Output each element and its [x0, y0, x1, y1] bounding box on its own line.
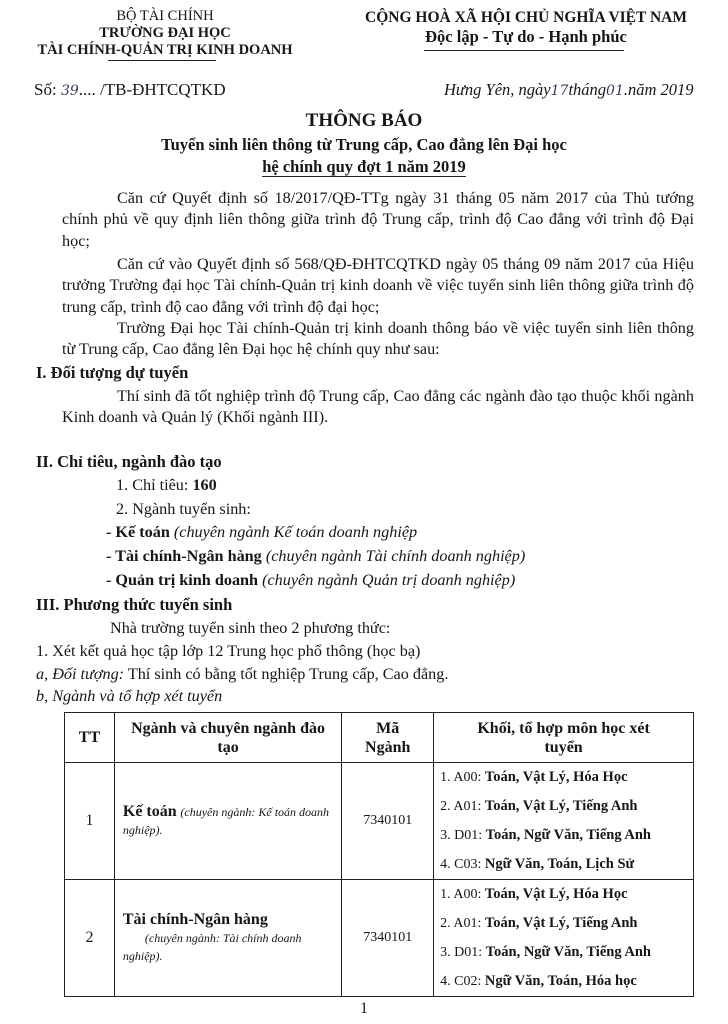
- combo-item: [434, 880, 694, 910]
- row-2-major: [114, 880, 341, 997]
- ministry-name: BỘ TÀI CHÍNH: [116, 8, 214, 24]
- major-item-1: [106, 522, 417, 543]
- issuer-underline: [108, 60, 216, 61]
- admission-table: [64, 712, 694, 997]
- row-1-major-spec: (chuyên ngành: Kế toán doanh nghiệp).: [122, 805, 330, 837]
- doc-number-value: 39: [60, 83, 79, 99]
- document-subtitle-line2: [0, 156, 728, 177]
- national-header: [330, 8, 722, 46]
- intro-text-3: Trường Đại học Tài chính-Quản trị kinh doanh thông báo về việc tuyển sinh liên thông từ Trung cấp, Cao đẳng lên Đại học hệ chính quy như sau:: [62, 319, 694, 359]
- header-major: Ngành và chuyên ngành đào tạo: [114, 713, 341, 763]
- major-1-spec: (chuyên ngành Kế toán doanh nghiệp: [173, 523, 418, 541]
- major-3-name: - Quản trị kinh doanh: [106, 571, 259, 589]
- combo-subjects: Toán, Vật Lý, Tiếng Anh: [484, 798, 638, 814]
- method-1: 1. Xét kết quả học tập lớp 12 Trung học phổ thông (học bạ): [36, 642, 421, 660]
- document-number: [34, 80, 226, 100]
- major-2-name: - Tài chính-Ngân hàng: [106, 547, 262, 565]
- document-subtitle-line1: Tuyển sinh liên thông từ Trung cấp, Cao đẳng lên Đại học: [161, 135, 567, 154]
- intro-paragraph-2: [62, 254, 694, 318]
- intro-text-2: Căn cứ vào Quyết định số 568/QĐ-ĐHTCQTKD ngày 05 tháng 09 năm 2017 của Hiệu trưởng Trường đại học Tài chính-Quản trị kinh doanh về việc tuyển sinh liên thông giữa trình độ trung cấp, trình độ cao đẳng với trình độ đại học;: [62, 255, 694, 316]
- page-number: 1: [360, 1000, 368, 1017]
- major-3-spec: (chuyên ngành Quản trị doanh nghiệp): [262, 571, 516, 589]
- combo-item: [434, 763, 694, 793]
- intro-paragraph-1: [62, 188, 694, 252]
- intro-text-1: Căn cứ Quyết định số 18/2017/QĐ-TTg ngày 31 tháng 05 năm 2017 của Thủ tướng chính phủ về quy định liên thông giữa trình độ Trung cấp, trình độ Cao đẳng với trình độ Đại học;: [62, 189, 694, 250]
- school-name-line2: TÀI CHÍNH-QUẢN TRỊ KINH DOANH: [37, 42, 293, 58]
- combo-code: 2. A01:: [440, 916, 482, 931]
- date-month-label: tháng: [568, 80, 607, 99]
- intro-paragraph-3: [62, 318, 694, 361]
- row-1-major: [114, 763, 341, 880]
- date-day: 17: [550, 83, 569, 99]
- row-1-major-name: Kế toán: [122, 803, 177, 820]
- subtitle-line2-text: hệ chính quy đợt 1 năm 2019: [262, 157, 466, 176]
- combo-code: 3. D01:: [440, 945, 483, 960]
- quota-value: 160: [192, 476, 217, 494]
- combo-code: 3. D01:: [440, 828, 483, 843]
- combo-subjects: Toán, Vật Lý, Hóa Học: [484, 886, 628, 902]
- major-item-2: [106, 546, 525, 567]
- row-2-major-name: Tài chính-Ngân hàng: [122, 911, 268, 928]
- row-2-major-spec: (chuyên ngành: Tài chính doanh nghiệp).: [122, 931, 302, 963]
- section-2-heading: II. Chỉ tiêu, ngành đào tạo: [36, 452, 222, 471]
- issue-date: [444, 80, 694, 100]
- combo-item: [434, 938, 694, 967]
- major-1-name: - Kế toán: [106, 523, 170, 541]
- doc-number-dots: ....: [78, 80, 96, 99]
- motto: Độc lập - Tự do - Hạnh phúc: [425, 27, 627, 46]
- section-1-heading: I. Đối tượng dự tuyển: [36, 363, 189, 382]
- header-combo: Khối, tổ hợp môn học xét tuyển: [434, 713, 694, 763]
- target-label: a, Đối tượng:: [36, 665, 125, 683]
- document-title: THÔNG BÁO: [305, 110, 423, 131]
- method-1-combos-label: b, Ngành và tổ hợp xét tuyển: [36, 687, 223, 705]
- combo-item: [434, 850, 694, 880]
- combo-item: [434, 967, 694, 997]
- table-header-row: [65, 713, 694, 763]
- target-text: Thí sinh có bằng tốt nghiệp Trung cấp, Cao đẳng.: [124, 665, 449, 683]
- date-year: .năm 2019: [623, 80, 694, 99]
- combo-subjects: Ngữ Văn, Toán, Lịch Sử: [484, 856, 635, 872]
- date-month: 01: [606, 83, 624, 99]
- combo-subjects: Toán, Vật Lý, Tiếng Anh: [484, 915, 638, 931]
- school-name-line1: TRƯỜNG ĐẠI HỌC: [99, 25, 231, 41]
- combo-item: [434, 909, 694, 938]
- section-1-body: Thí sinh đã tốt nghiệp trình độ Trung cấp, Cao đẳng các ngành đào tạo thuộc khối ngành Kinh doanh và Quản lý (Khối ngành III).: [62, 387, 694, 427]
- quota-line: [116, 475, 217, 496]
- country-name: CỘNG HOÀ XÃ HỘI CHỦ NGHĨA VIỆT NAM: [365, 9, 687, 26]
- header-code: Mã Ngành: [342, 713, 434, 763]
- major-2-spec: (chuyên ngành Tài chính doanh nghiệp): [265, 547, 526, 565]
- combo-subjects: Ngữ Văn, Toán, Hóa học: [484, 973, 637, 989]
- section-3-intro: Nhà trường tuyển sinh theo 2 phương thức:: [110, 619, 391, 637]
- combo-code: 1. A00:: [440, 770, 482, 785]
- row-2-tt: 2: [65, 880, 115, 997]
- issuer-block: [10, 8, 320, 59]
- date-place: Hưng Yên, ngày: [444, 80, 551, 99]
- quota-label: 1. Chỉ tiêu:: [116, 476, 193, 494]
- row-1-tt: 1: [65, 763, 115, 880]
- combo-subjects: Toán, Vật Lý, Hóa Học: [484, 769, 628, 785]
- combo-item: [434, 792, 694, 821]
- major-item-3: [106, 570, 515, 591]
- table-row: [65, 763, 694, 793]
- combo-subjects: Toán, Ngữ Văn, Tiếng Anh: [485, 944, 651, 960]
- row-1-code: 7340101: [342, 763, 434, 880]
- method-1-target: [36, 664, 448, 685]
- combo-code: 2. A01:: [440, 799, 482, 814]
- combo-code: 1. A00:: [440, 887, 482, 902]
- combo-code: 4. C03:: [440, 857, 482, 872]
- table-row: [65, 880, 694, 910]
- section-1-text: [62, 386, 694, 429]
- row-2-code: 7340101: [342, 880, 434, 997]
- majors-label: 2. Ngành tuyển sinh:: [116, 500, 251, 518]
- combo-code: 4. C02:: [440, 974, 482, 989]
- motto-underline: [424, 50, 624, 51]
- section-3-heading: III. Phương thức tuyển sinh: [36, 595, 233, 614]
- combo-subjects: Toán, Ngữ Văn, Tiếng Anh: [485, 827, 651, 843]
- doc-number-prefix: Số:: [34, 80, 57, 99]
- doc-number-suffix: /TB-ĐHTCQTKD: [100, 80, 226, 99]
- header-tt: TT: [65, 713, 115, 763]
- combo-item: [434, 821, 694, 850]
